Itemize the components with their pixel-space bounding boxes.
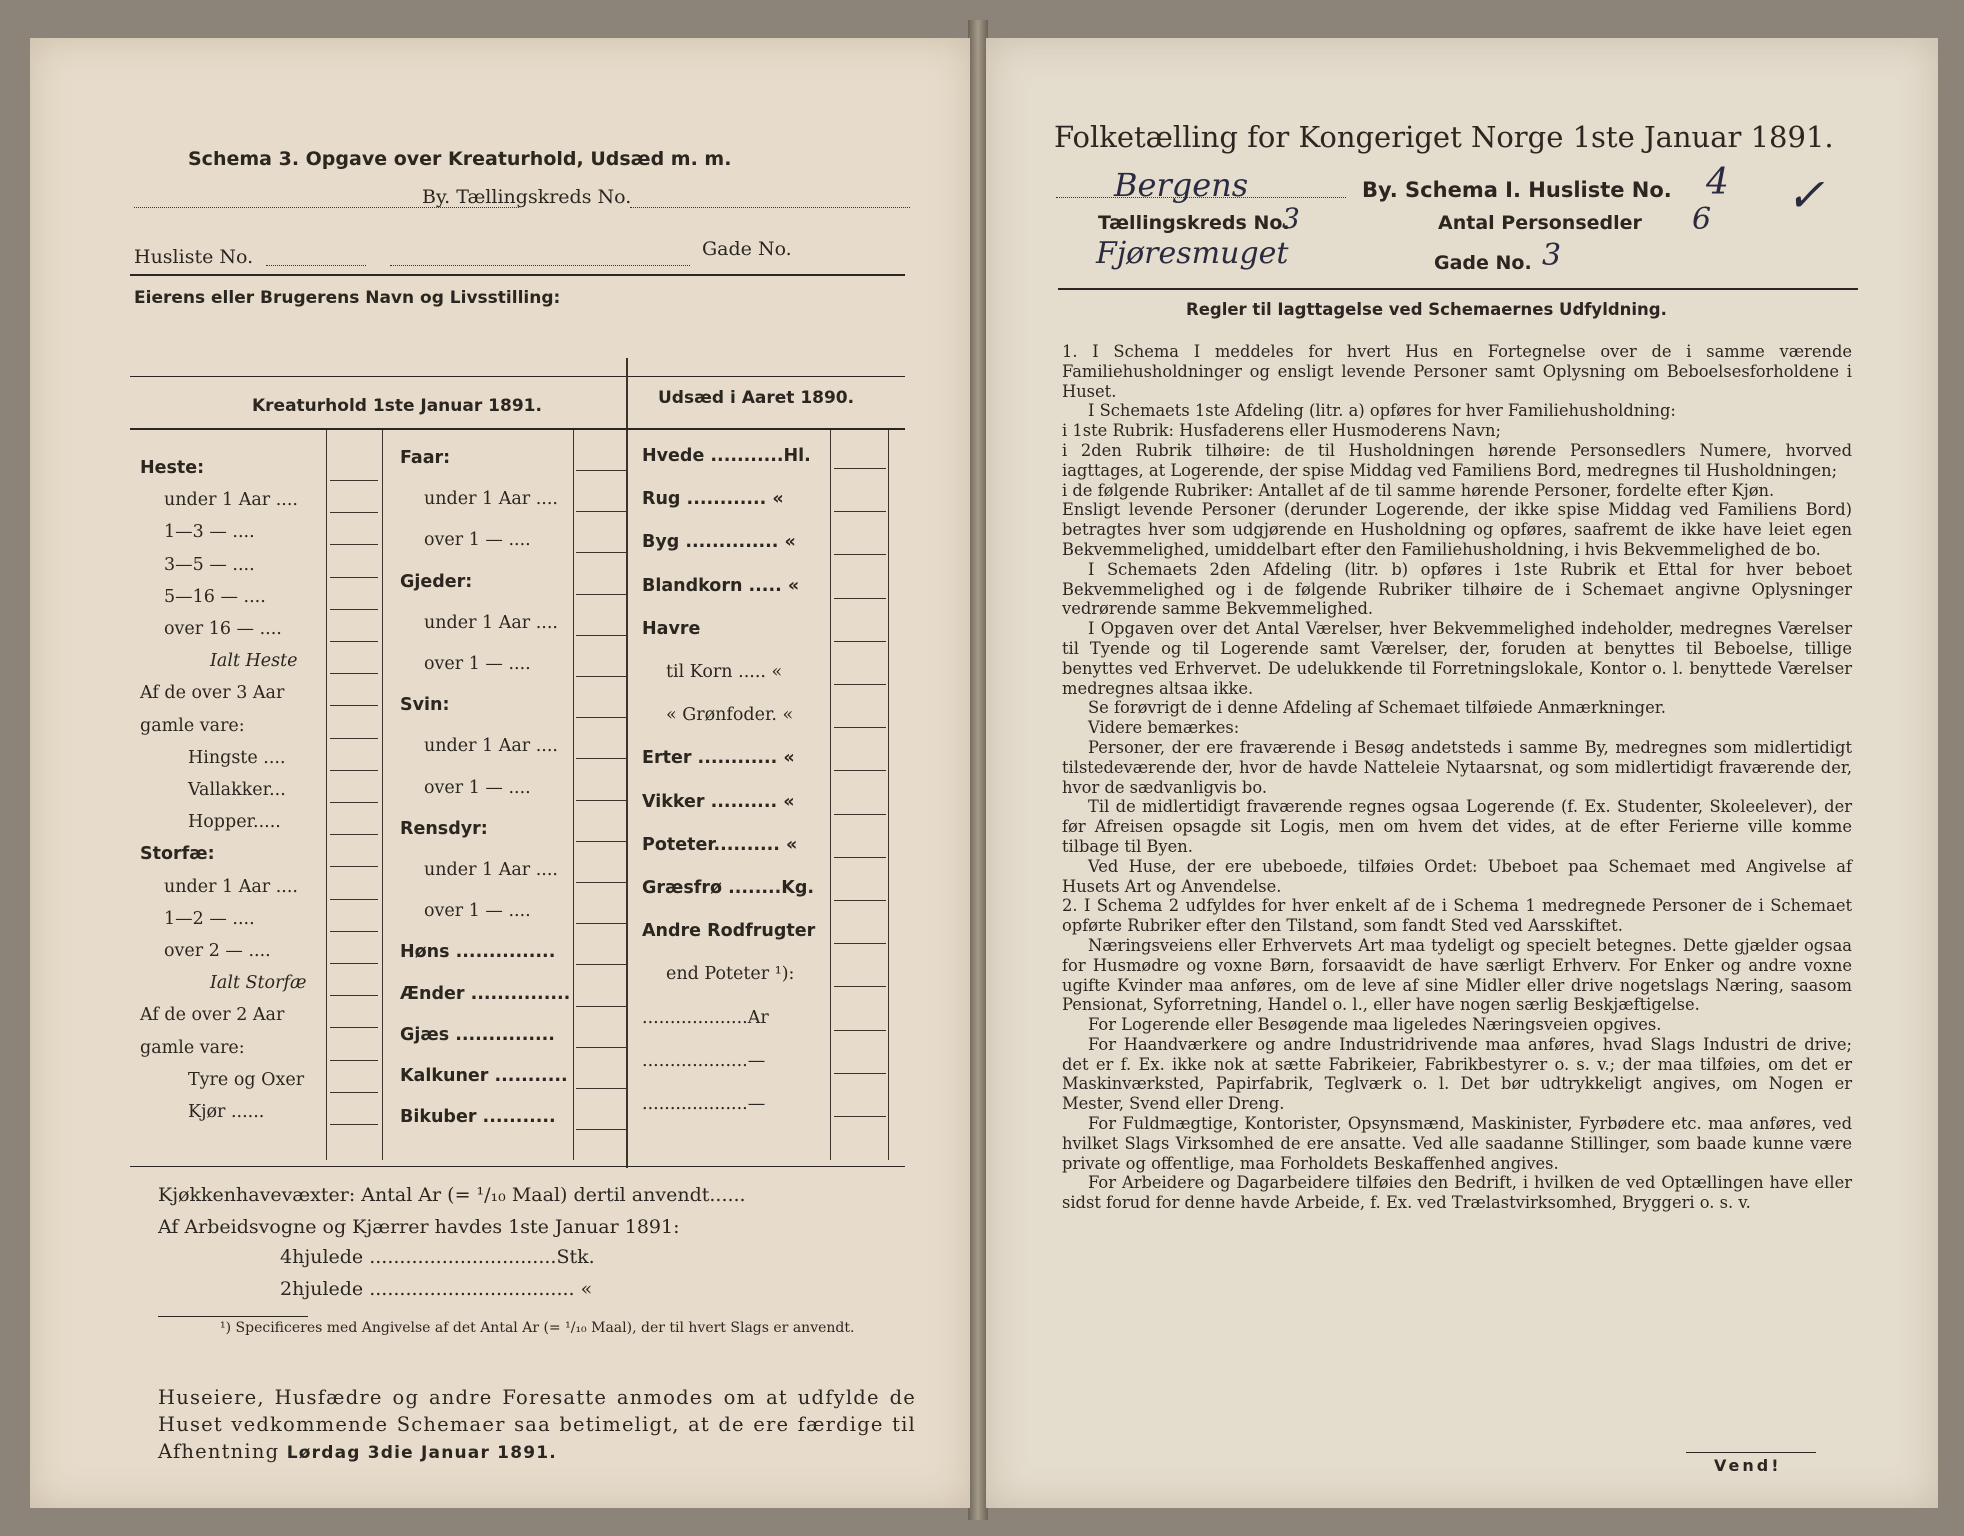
col1-item: 5—16 — .... (164, 586, 266, 607)
col2-entry-line (576, 470, 626, 471)
col3-item: Græsfrø ........Kg. (642, 878, 815, 898)
col3-entry-line (834, 598, 886, 599)
rule-p7: I Opgaven over det Antal Værelser, hver Bekvemmelighed indeholder, medregnes Værelser til Tyende og til Logerende samt Værelser, der, foruden at benyttes til Beboelse, tillige benyttes ved Erhvervet. De udelukkende til Forretningslokale, Kontor o. l. benyttede Værelser medregnes altsaa ikke. (1062, 619, 1852, 698)
col3-item: Hvede ...........Hl. (642, 446, 811, 466)
closing-text: Huseiere, Husfædre og andre Foresatte anmodes om at udfylde de Huset vedkommende Schemaer saa betimeligt, at de ere færdige til Afhentning (158, 1386, 916, 1463)
vend-label: Vend! (1714, 1456, 1782, 1475)
col1-entry-line (330, 673, 378, 674)
rule-p16: For Haandværkere og andre Industridrivende maa anføres, hvad Slags Industri de drive; det er f. Ex. ikke nok at sætte Fabrikeier, Fabrikbestyrer o. s. v.; der maa tilføies, om det er Maskinværksted, Papirfabrik, Teglværk o. l. Det bør udtrykkeligt angives, om Nogen er Mester, Svend eller Dreng. (1062, 1034, 1852, 1114)
gade-label-right: Gade No. (1434, 252, 1532, 274)
col1-item: under 1 Aar .... (164, 490, 298, 511)
col3-item: ...................Ar (642, 1007, 769, 1028)
col1-line-a (326, 430, 327, 1160)
col1-entry-line (330, 641, 378, 642)
gade-label: Gade No. (702, 238, 792, 260)
udsaed-divider (626, 358, 628, 1168)
col1-item: Heste: (140, 458, 205, 478)
col1-entry-line (330, 609, 378, 610)
col2-entry-line (576, 717, 626, 718)
check-mark: ✓ (1786, 168, 1825, 222)
handwritten-kreds: 3 (1282, 202, 1300, 235)
col1-entry-line (330, 1060, 378, 1061)
col1-item: Hopper..... (188, 812, 281, 833)
rule-eier (130, 376, 905, 377)
kreds-blank (630, 206, 910, 208)
col3-entry-line (834, 1073, 886, 1074)
col3-line-b (888, 430, 889, 1160)
col1-entry-line (330, 480, 378, 481)
rules-text (1062, 342, 1852, 1213)
rule-p13: 2. I Schema 2 udfyldes for hver enkelt af de i Schema 1 medregnede Personer de i Schemaet opførte Rubriker efter den Tilstand, som fandt Sted ved Aarsskiftet. (1062, 896, 1852, 936)
col2-entry-line (576, 800, 626, 801)
col3-entry-line (834, 727, 886, 728)
col1-item: Hingste .... (188, 747, 286, 768)
kreaturhold-header: Kreaturhold 1ste Januar 1891. (252, 396, 542, 416)
col3-entry-line (834, 986, 886, 987)
col1-item: Kjør ...... (188, 1102, 265, 1122)
col2-item: Gjæs ............... (400, 1024, 555, 1045)
col2-entry-line (576, 552, 626, 553)
rule-p12: Ved Huse, der ere ubeboede, tilføies Ordet: Ubeboet paa Schemaet med Angivelse af Husets Art og Anvendelse. (1062, 856, 1852, 896)
rule-header (130, 428, 905, 430)
col1-entry-line (330, 1027, 378, 1028)
arbeid-line: Af Arbeidsvogne og Kjærrer havdes 1ste Januar 1891: (158, 1216, 680, 1238)
handwritten-city: Bergens (1114, 166, 1249, 204)
col1-item: Vallakker... (188, 780, 286, 800)
col2-entry-line (576, 511, 626, 512)
col3-item: Andre Rodfrugter (642, 921, 816, 942)
hjul2-line: 2hjulede .................................. « (280, 1278, 593, 1300)
rule-p11: Til de midlertidigt fraværende regnes ogsaa Logerende (f. Ex. Studenter, Skoleelever), der før Afreisen opsagde sit Logis, men om hvem det vides, at de efter Ferierne ville komme tilbage til Byen. (1062, 797, 1852, 856)
col2-entry-line (576, 594, 626, 595)
antal-label: Antal Personsedler (1438, 212, 1642, 234)
col2-item: under 1 Aar .... (424, 736, 558, 757)
col1-entry-line (330, 834, 378, 835)
col3-entry-line (834, 554, 886, 555)
col3-entry-line (834, 641, 886, 642)
col1-entry-line (330, 995, 378, 996)
col1-entry-line (330, 1092, 378, 1093)
taellingskreds-label: Tællingskreds No. (1098, 212, 1290, 234)
husliste-blank (266, 264, 366, 266)
rule-p8: Se forøvrigt de i denne Afdeling af Schemaet tilføiede Anmærkninger. (1088, 698, 1666, 718)
rule-right-top (1058, 288, 1858, 290)
col3-entry-line (834, 511, 886, 512)
rule-p5: Ensligt levende Personer (derunder Logerende, der ikke spise Middag ved Familiens Bord) betragtes hver som udgjørende en Husholdning og opføres, saafremt de ikke have leiet egen Bekvemmelighed, umiddelbart efter den Familiehusholdning, i hvis Bekvemmelighed de bo. (1062, 500, 1852, 559)
col2-item: under 1 Aar .... (424, 612, 558, 633)
gade-blank (390, 264, 690, 266)
col3-item: til Korn ..... « (666, 662, 783, 682)
col1-item: Ialt Storfæ (210, 973, 307, 994)
col2-entry-line (576, 758, 626, 759)
col1-entry-line (330, 738, 378, 739)
col2-entry-line (576, 882, 626, 883)
col1-item: Af de over 2 Aar (140, 1005, 285, 1026)
col1-item: Storfæ: (140, 844, 215, 865)
col1-entry-line (330, 770, 378, 771)
hjul4-line: 4hjulede ...............................Stk. (280, 1246, 595, 1268)
col3-entry-line (834, 1030, 886, 1031)
col2-line-a (573, 430, 574, 1160)
rule-bottom (130, 1166, 905, 1167)
col2-entry-line (576, 1129, 626, 1130)
col1-item: over 16 — .... (164, 619, 282, 639)
col1-item: over 2 — .... (164, 941, 271, 961)
col2-item: Gjeder: (400, 571, 473, 592)
col3-item: Blandkorn ..... « (642, 575, 800, 596)
footnote: ¹) Specificeres med Angivelse af det Antal Ar (= ¹/₁₀ Maal), der til hvert Slags er anvendt. (220, 1320, 855, 1336)
col1-entry-line (330, 705, 378, 706)
col3-item: ...................— (642, 1050, 766, 1071)
col3-entry-line (834, 943, 886, 944)
col1-item: Tyre og Oxer (188, 1069, 305, 1090)
col3-item: end Poteter ¹): (666, 964, 795, 985)
rule-p9: Videre bemærkes: (1088, 718, 1240, 738)
col3-entry-line (834, 468, 886, 469)
left-page (30, 38, 970, 1508)
col1-item: Ialt Heste (210, 651, 298, 672)
by-schema-label: By. Schema I. Husliste No. (1362, 178, 1672, 202)
rule-p17: For Fuldmægtige, Kontorister, Opsynsmænd, Maskinister, Fyrbødere etc. maa anføres, ved hvilket Slags Virksomhed de ere ansatte. Ved alle saadanne Stillinger, som baade kunne være private og offentlige, maa Forholdets Beskaffenhed angives. (1062, 1114, 1852, 1173)
col1-item: gamle vare: (140, 1037, 245, 1058)
col1-item: under 1 Aar .... (164, 876, 298, 897)
udsaed-header: Udsæd i Aaret 1890. (658, 388, 855, 408)
rule-p3: i 2den Rubrik tilhøire: de til Husholdningen hørende Personsedlers Numere, hvorved iagttages, at Logerende, der spise Middag ved Familiens Bord, medregnes til Husholdningen; (1062, 440, 1852, 480)
book-spine (968, 20, 988, 1520)
col2-entry-line (576, 635, 626, 636)
col3-item: Havre (642, 618, 701, 639)
col3-item: Erter ............ « (642, 748, 795, 769)
rule-p4: i de følgende Rubriker: Antallet af de til samme hørende Personer, fordelte efter Kjøn. (1062, 480, 1775, 500)
col3-item: Byg .............. « (642, 532, 796, 553)
eier-label: Eierens eller Brugerens Navn og Livsstilling: (134, 288, 561, 308)
col2-item: Bikuber ........... (400, 1107, 556, 1128)
col2-item: Svin: (400, 695, 450, 716)
rule-p1: I Schemaets 1ste Afdeling (litr. a) opføres for hver Familiehusholdning: (1088, 401, 1676, 421)
col3-entry-line (834, 814, 886, 815)
col3-item: Poteter.......... « (642, 834, 798, 855)
by-label: By. Tællingskreds No. (422, 186, 632, 208)
col3-item: Rug ............ « (642, 489, 784, 510)
col3-item: Vikker .......... « (642, 791, 795, 812)
closing-notice (158, 1384, 916, 1467)
col1-entry-line (330, 931, 378, 932)
col3-entry-line (834, 857, 886, 858)
col2-item: over 1 — .... (424, 901, 531, 922)
regler-title: Regler til Iagttagelse ved Schemaernes Udfyldning. (1186, 300, 1667, 319)
census-title: Folketælling for Kongeriget Norge 1ste Januar 1891. (1054, 120, 1834, 154)
col1-line-b (382, 430, 383, 1160)
handwritten-antal: 6 (1692, 202, 1712, 237)
rule-p18: For Arbeidere og Dagarbeidere tilføies den Bedrift, i hvilken de ved Optællingen have eller sidst forud for denne havde Arbeide, f. Ex. ved Trælastvirksomhed, Bryggeri o. s. v. (1062, 1173, 1852, 1213)
col3-item: « Grønfoder. « (666, 705, 794, 726)
right-page (986, 38, 1938, 1508)
col1-item: 1—2 — .... (164, 908, 255, 929)
rule-p15: For Logerende eller Besøgende maa ligeledes Næringsveien opgives. (1088, 1015, 1662, 1035)
rule-p2: i 1ste Rubrik: Husfaderens eller Husmoderens Navn; (1062, 421, 1501, 441)
col1-entry-line (330, 544, 378, 545)
handwritten-gade: 3 (1542, 238, 1562, 273)
col2-item: Rensdyr: (400, 818, 488, 839)
col1-entry-line (330, 866, 378, 867)
col1-item: 1—3 — .... (164, 522, 255, 543)
rule-p0: 1. I Schema I meddeles for hvert Hus en Fortegnelse over de i samme værende Familiehusholdninger og ensligt levende Personer samt Oplysning om Beboelsesforholdene i Huset. (1062, 342, 1852, 401)
schema3-title: Schema 3. Opgave over Kreaturhold, Udsæd m. m. (188, 148, 732, 170)
col2-item: over 1 — .... (424, 530, 531, 551)
col3-entry-line (834, 900, 886, 901)
col2-entry-line (576, 923, 626, 924)
col2-entry-line (576, 1047, 626, 1048)
col2-item: under 1 Aar .... (424, 860, 558, 880)
col1-item: Af de over 3 Aar (140, 683, 285, 704)
vend-rule (1686, 1452, 1816, 1453)
col3-entry-line (834, 1116, 886, 1117)
footnote-rule (158, 1316, 308, 1317)
col2-item: Faar: (400, 448, 451, 468)
col1-entry-line (330, 577, 378, 578)
rule-p6: I Schemaets 2den Afdeling (litr. b) opføres i 1ste Rubrik et Ettal for hver beboet Bekvemmelighed og i de følgende Rubriker tilhøire de i Schemaet angivne Oplysninger vedrørende samme Bekvemmelighed. (1062, 559, 1852, 619)
col2-item: Høns ............... (400, 942, 556, 963)
col2-item: over 1 — .... (424, 654, 531, 674)
col3-item: ...................— (642, 1094, 766, 1114)
col3-entry-line (834, 684, 886, 685)
col2-item: Ænder ............... (400, 983, 571, 1004)
col3-entry-line (834, 770, 886, 771)
col1-entry-line (330, 512, 378, 513)
handwritten-street: Fjøresmuget (1096, 236, 1289, 271)
rule-p10: Personer, der ere fraværende i Besøg andetsteds i samme By, medregnes som midlertidigt tilstedeværende der, hvor de havde Natteleie Nytaarsnat, og som midlertidigt fraværende der, hvor de sædvanligvis bo. (1062, 737, 1852, 797)
col1-entry-line (330, 963, 378, 964)
col1-entry-line (330, 802, 378, 803)
col3-line-a (830, 430, 831, 1160)
col2-item: under 1 Aar .... (424, 489, 558, 510)
col1-item: 3—5 — .... (164, 554, 255, 575)
closing-date: Lørdag 3die Januar 1891. (286, 1443, 557, 1463)
rule-p14: Næringsveiens eller Erhvervets Art maa tydeligt og specielt betegnes. Dette gjælder ogsaa for Husmødre og voxne Børn, forsaavidt de have særligt Erhverv. For Enker og andre voxne ugifte Kvinder maa anføres, om de leve af sine Midler eller drive nogetslags Næring, saasom Pensionat, Syforretning, Handel o. l., eller have nogen særlig Beskjæftigelse. (1062, 935, 1852, 1015)
col2-entry-line (576, 841, 626, 842)
handwritten-husliste: 4 (1706, 162, 1729, 203)
col2-entry-line (576, 1088, 626, 1089)
rule-top (130, 274, 905, 276)
husliste-label: Husliste No. (134, 246, 254, 268)
col2-item: Kalkuner ........... (400, 1066, 568, 1086)
col1-entry-line (330, 899, 378, 900)
col2-item: over 1 — .... (424, 777, 531, 798)
col1-item: gamle vare: (140, 715, 245, 736)
col2-entry-line (576, 1006, 626, 1007)
col1-entry-line (330, 1124, 378, 1125)
kjokken-line: Kjøkkenhavevæxter: Antal Ar (= ¹/₁₀ Maal) dertil anvendt...... (158, 1184, 746, 1206)
col2-entry-line (576, 964, 626, 965)
col2-entry-line (576, 676, 626, 677)
